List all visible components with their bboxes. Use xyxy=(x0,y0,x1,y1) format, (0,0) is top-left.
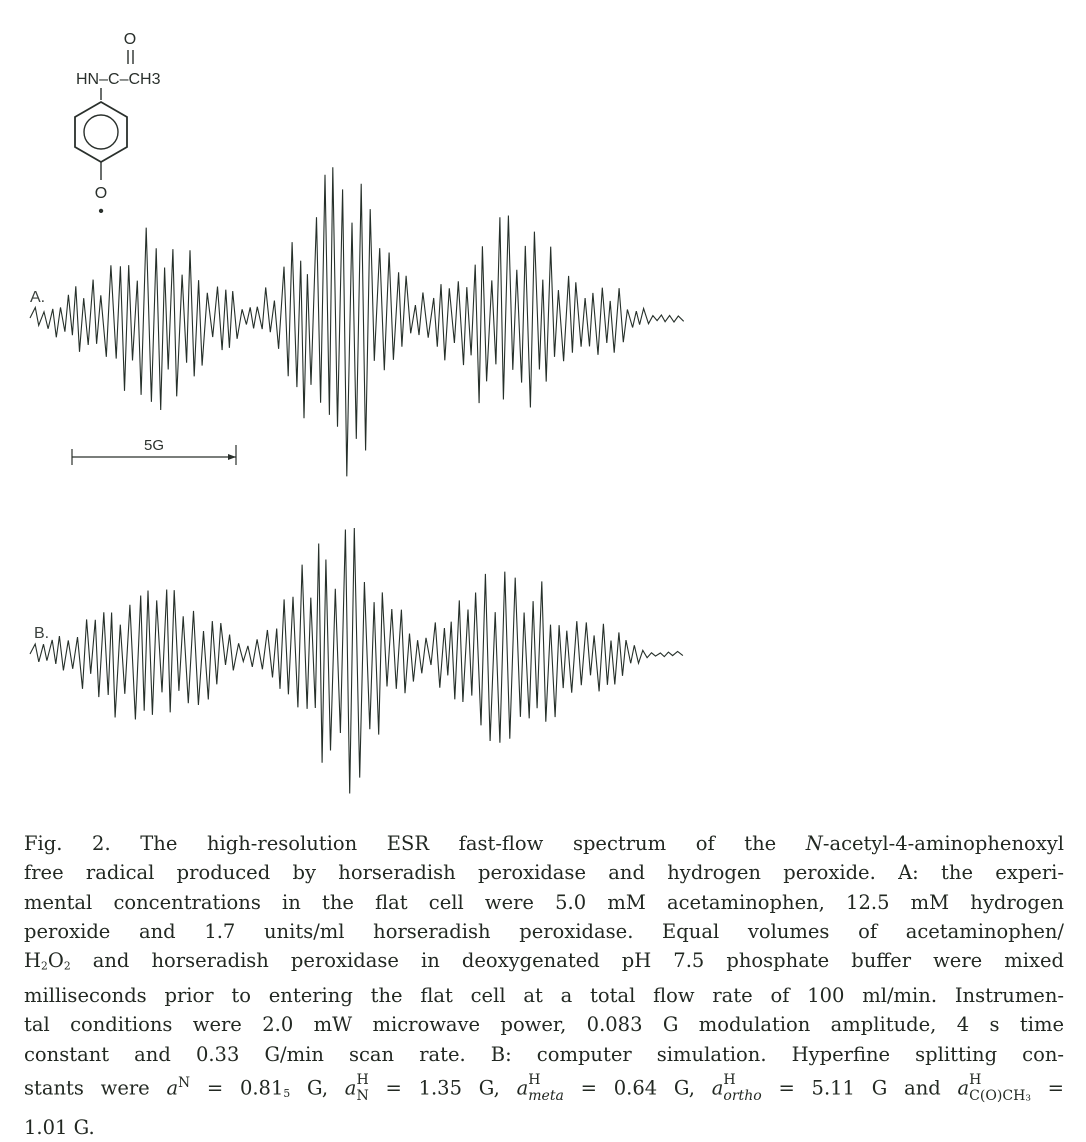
subscript: 2 xyxy=(63,959,71,973)
benzene-ring xyxy=(75,102,127,162)
caption-line-5 xyxy=(24,946,1064,981)
caption-text: O xyxy=(47,949,64,973)
symbol-a: a xyxy=(166,1076,179,1100)
subscript: 2 xyxy=(41,959,48,973)
stacked-index xyxy=(723,1071,762,1111)
caption-line-10: 1.01 G. xyxy=(24,1116,95,1140)
caption-text: = 1.35 G, xyxy=(368,1076,517,1100)
caption-line-8: constant and 0.33 G/min scan rate. B: computer simulation. Hyperfine splitting con- xyxy=(24,1042,1064,1066)
caption-text: = 0.81 xyxy=(190,1076,284,1100)
scale-bar-label: 5G xyxy=(143,437,165,454)
stacked-index xyxy=(969,1071,1031,1114)
spectrum-a-trace xyxy=(30,167,684,476)
caption-line-7: tal conditions were 2.0 mW microwave power, 0.083 G modulation amplitude, 4 s time xyxy=(24,1013,1064,1037)
spectrum-b-trace xyxy=(30,528,683,794)
subscript: N xyxy=(356,1087,369,1104)
subscript: meta xyxy=(528,1087,564,1104)
aromatic-ring-circle xyxy=(84,115,118,149)
subscript: 3 xyxy=(1025,1092,1031,1103)
superscript: H xyxy=(528,1071,541,1088)
molecule-structure xyxy=(75,31,161,220)
phenoxyl-oxygen-label: O xyxy=(94,185,108,202)
stacked-index xyxy=(356,1071,369,1111)
caption-text: and horseradish peroxidase in deoxygenated pH 7.5 phosphate buffer were mixed xyxy=(70,949,1064,973)
caption-line-3: mental concentrations in the flat cell were 5.0 mM acetaminophen, 12.5 mM hydrogen xyxy=(24,890,1064,914)
figure-caption xyxy=(24,829,1064,1142)
caption-text: = 0.64 G, xyxy=(563,1076,712,1100)
caption-line-4: peroxide and 1.7 units/ml horseradish peroxidase. Equal volumes of acetaminophen/ xyxy=(24,919,1064,943)
subscript: ortho xyxy=(723,1087,762,1104)
caption-line-2: free radical produced by horseradish peroxidase and hydrogen peroxide. A: the experi- xyxy=(24,861,1064,885)
symbol-a: a xyxy=(344,1076,357,1100)
caption-text: H xyxy=(24,949,42,973)
caption-line-1 xyxy=(24,829,1064,858)
caption-text: stants were xyxy=(24,1076,167,1100)
stacked-index xyxy=(528,1071,564,1111)
symbol-a: a xyxy=(957,1076,970,1100)
superscript: H xyxy=(356,1071,369,1088)
caption-italic-n: N xyxy=(805,832,823,855)
spectrum-b-label: B. xyxy=(34,625,50,642)
caption-text: = 5.11 G and xyxy=(761,1076,958,1100)
subscript: C(O)CH xyxy=(969,1087,1026,1104)
superscript: H xyxy=(723,1071,736,1088)
carbonyl-oxygen-label: O xyxy=(123,31,137,48)
spectrum-a-label: A. xyxy=(30,289,46,306)
acetamide-group-label: HN–C–CH3 xyxy=(76,71,161,88)
caption-text: -acetyl-4-aminophenoxyl xyxy=(822,832,1064,855)
scale-bar xyxy=(72,437,236,465)
subscript: 5 xyxy=(283,1087,291,1101)
superscript: N xyxy=(178,1075,191,1092)
caption-text: = xyxy=(1030,1076,1064,1100)
caption-text: Fig. 2. The high-resolution ESR fast-flow spectrum of the xyxy=(24,832,806,855)
caption-text: G, xyxy=(290,1076,345,1100)
symbol-a: a xyxy=(516,1076,529,1100)
caption-line-6: milliseconds prior to entering the flat cell at a total flow rate of 100 ml/min. Instrumen- xyxy=(24,984,1064,1008)
radical-dot: • xyxy=(98,203,104,220)
symbol-a: a xyxy=(711,1076,724,1100)
caption-line-9 xyxy=(24,1069,1064,1113)
superscript: H xyxy=(969,1071,982,1088)
